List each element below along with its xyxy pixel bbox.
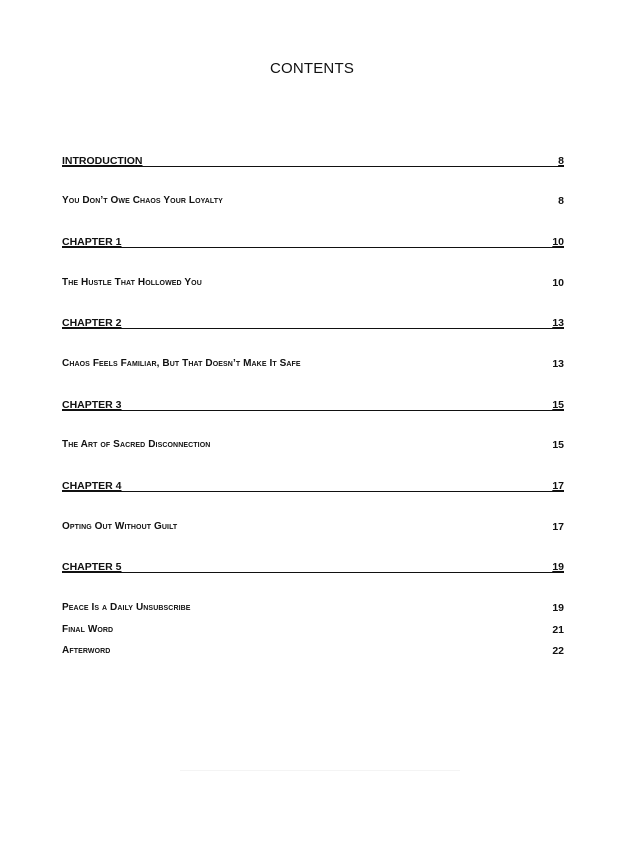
toc-entry-section[interactable] [62,520,564,536]
toc-entry-section[interactable] [62,601,564,617]
toc-entry-introduction[interactable] [62,154,564,170]
toc-entry-page: 15 [552,439,564,451]
toc-entry-page: 19 [552,602,564,614]
toc-entry-chapter-5[interactable] [62,560,564,576]
toc-entry-label: The Hustle That Hollowed You [62,277,202,288]
page-title: CONTENTS [269,60,355,77]
toc-entry-label: CHAPTER 4 [62,480,122,492]
toc-entry-section[interactable] [62,276,564,292]
toc-entry-label: Opting Out Without Guilt [62,521,178,532]
table-of-contents [62,0,564,856]
toc-entry-label: Peace Is a Daily Unsubscribe [62,602,191,613]
toc-entry-page: 15 [552,399,564,411]
toc-entry-page: 22 [552,645,564,657]
toc-entry-label: The Art of Sacred Disconnection [62,439,211,450]
toc-entry-label: Chaos Feels Familiar, But That Doesn’t Make It Safe [62,358,301,369]
toc-entry-label: Final Word [62,624,114,635]
toc-entry-page: 10 [552,277,564,289]
toc-entry-afterword[interactable] [62,644,564,660]
toc-entry-page: 13 [552,358,564,370]
toc-entry-page: 10 [552,236,564,248]
toc-entry-page: 19 [552,561,564,573]
footer-divider [180,770,460,771]
toc-entry-page: 13 [552,317,564,329]
toc-entry-label: CHAPTER 3 [62,399,122,411]
toc-entry-section[interactable] [62,438,564,454]
toc-entry-chapter-4[interactable] [62,479,564,495]
toc-entry-section[interactable] [62,194,564,210]
toc-entry-label: Afterword [62,645,111,656]
toc-entry-chapter-2[interactable] [62,316,564,332]
toc-entry-label: CHAPTER 2 [62,317,122,329]
toc-entry-chapter-1[interactable] [62,235,564,251]
toc-entry-section[interactable] [62,357,564,373]
toc-entry-chapter-3[interactable] [62,398,564,414]
toc-entry-label: CHAPTER 5 [62,561,122,573]
toc-entry-label: CHAPTER 1 [62,236,122,248]
toc-entry-page: 8 [558,155,564,167]
toc-entry-page: 21 [552,624,564,636]
toc-entry-page: 17 [552,521,564,533]
toc-entry-page: 8 [558,195,564,207]
toc-entry-final-word[interactable] [62,623,564,639]
toc-entry-label: INTRODUCTION [62,155,143,167]
toc-entry-page: 17 [552,480,564,492]
toc-entry-label: You Don’t Owe Chaos Your Loyalty [62,195,223,206]
